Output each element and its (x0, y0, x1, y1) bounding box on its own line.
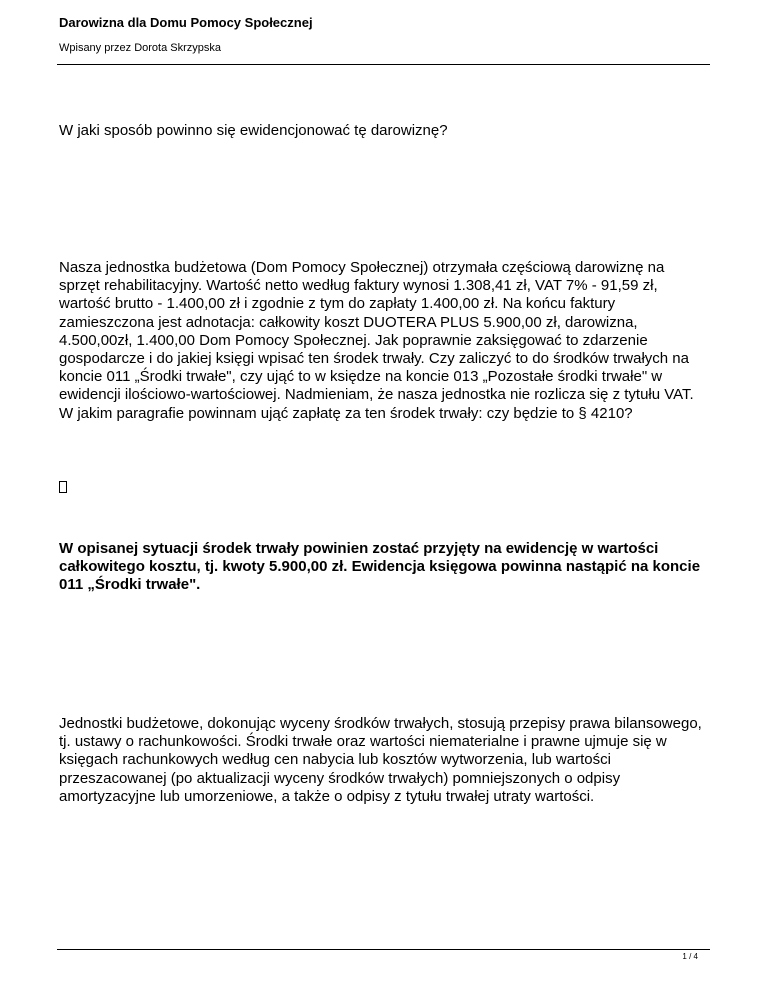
footer-divider (57, 949, 710, 950)
page-number: 1 / 4 (682, 952, 698, 961)
header-divider (57, 64, 710, 65)
answer-body-paragraph: Jednostki budżetowe, dokonując wyceny środków trwałych, stosują przepisy prawa bilansowego, tj. ustawy o rachunkowości. Środki trwałe oraz wartości niematerialne i prawne ujmuje się w księgach rachunkowych według cen nabycia lub kosztów wytworzenia, lub wartości przeszacowanej (po aktualizacji wyceny środków trwałych) pomniejszonych o odpisy amortyzacyjne lub umorzeniowe, a także o odpisy z tytułu trwałej utraty wartości. (59, 715, 702, 805)
question-paragraph: W jaki sposób powinno się ewidencjonować tę darowiznę? (59, 122, 448, 139)
missing-glyph-icon (59, 481, 67, 493)
document-title: Darowizna dla Domu Pomocy Społecznej (59, 15, 313, 30)
author-line: Wpisany przez Dorota Skrzypska (59, 42, 221, 54)
details-paragraph: Nasza jednostka budżetowa (Dom Pomocy Społecznej) otrzymała częściową darowiznę na sprzęt rehabilitacyjny. Wartość netto według faktury wynosi 1.308,41 zł, VAT 7% - 91,59 zł, wartość brutto - 1.400,00 zł i zgodnie z tym do zapłaty 1.400,00 zł. Na końcu faktury zamieszczona jest adnotacja: całkowity koszt DUOTERA PLUS 5.900,00 zł, darowizna, 4.500,00zł, 1.400,00 Dom Pomocy Społecznej. Jak poprawnie zaksięgować to zdarzenie gospodarcze i do jakiej księgi wpisać ten środek trwały. Czy zaliczyć to do środków trwałych na koncie 011 „Środki trwałe", czy ująć to w księdze na koncie 013 „Pozostałe środki trwałe" w ewidencji ilościowo-wartościowej. Nadmieniam, że nasza jednostka nie rozlicza się z tytułu VAT. W jakim paragrafie powinnam ująć zapłatę za ten środek trwały: czy będzie to § 4210? (59, 259, 694, 422)
answer-lead-paragraph: W opisanej sytuacji środek trwały powinien zostać przyjęty na ewidencję w wartości całkowitego kosztu, tj. kwoty 5.900,00 zł. Ewidencja księgowa powinna nastąpić na koncie 011 „Środki trwałe". (59, 540, 701, 594)
